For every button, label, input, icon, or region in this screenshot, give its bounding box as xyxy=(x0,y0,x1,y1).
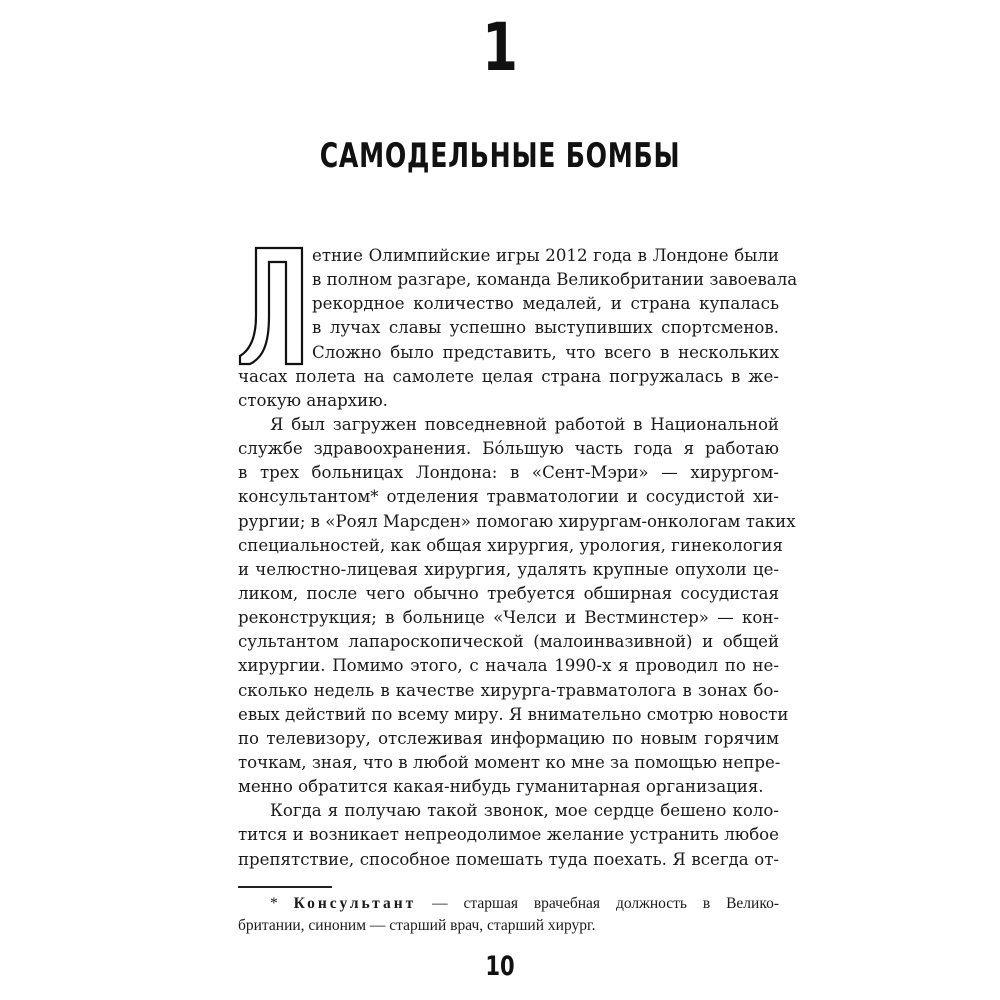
text-line: в трех больницах Лондона: в «Сент-Мэри» — хирургом- xyxy=(238,463,779,483)
text-line: в лучах славы успешно выступивших спортсменов. xyxy=(312,318,779,338)
text-line: сультантом лапароскопической (малоинвазивной) и общей xyxy=(238,632,779,652)
chapter-title: САМОДЕЛЬНЫЕ БОМБЫ xyxy=(319,136,681,176)
footnote-definition: — старшая врачебная должность в Велико- xyxy=(416,895,779,912)
text-line: тится и возникает непреодолимое желание устранить любое xyxy=(238,825,779,845)
footnote-marker: * xyxy=(270,895,294,912)
page-number: 10 xyxy=(485,951,515,982)
text-line: Когда я получаю такой звонок, мое сердце бешено коло- xyxy=(270,801,779,821)
text-line: сколько недель в качестве хирурга-травматолога в зонах бо- xyxy=(238,680,779,700)
chapter-number: 1 xyxy=(482,9,518,86)
text-line: по телевизору, отслеживая информацию по новым горячим xyxy=(238,728,779,748)
footnote xyxy=(238,893,779,937)
text-line: ликом, после чего обычно требуется обширная сосудистая xyxy=(238,583,779,603)
text-line: евых действий по всему миру. Я внимательно смотрю новости xyxy=(238,704,789,724)
text-line: препятствие, способное помешать туда поехать. Я всегда от- xyxy=(238,849,779,869)
text-line: службе здравоохранения. Бóльшую часть года я работаю xyxy=(238,439,779,459)
footnote-term: Консультант xyxy=(293,895,417,912)
text-line: в полном разгаре, команда Великобритании завоевала xyxy=(312,270,798,290)
text-line: и челюстно-лицевая хирургия, удалять крупные опухоли це- xyxy=(238,559,779,579)
text-line: Сложно было представить, что всего в нескольких xyxy=(312,342,779,362)
text-line: консультантом* отделения травматологии и сосудистой хи- xyxy=(238,487,779,507)
text-line: Я был загружен повседневной работой в Национальной xyxy=(270,414,779,434)
footnote-line: британии, синоним — старший врач, старший хирург. xyxy=(238,917,596,934)
text-line: специальностей, как общая хирургия, урология, гинекология xyxy=(238,535,783,555)
footnote-line xyxy=(238,893,779,915)
text-line: менно обратится какая-нибудь гуманитарная организация. xyxy=(238,777,764,797)
text-line: хирургии. Помимо этого, с начала 1990-х я проводил по не- xyxy=(238,656,779,676)
chapter-body-text xyxy=(238,244,798,872)
text-line: стокую анархию. xyxy=(238,390,388,410)
text-line: рекордное количество медалей, и страна купалась xyxy=(312,294,779,314)
text-line: етние Олимпийские игры 2012 года в Лондоне были xyxy=(312,246,779,265)
text-line: точкам, зная, что в любой момент ко мне за помощью непре- xyxy=(238,752,781,772)
text-line: реконструкция; в больнице «Челси и Вестминстер» — кон- xyxy=(238,608,779,628)
footnote-divider xyxy=(238,886,332,888)
text-line: часах полета на самолете целая страна погружалась в же- xyxy=(238,366,779,386)
text-line: рургии; в «Роял Марсден» помогаю хирургам-онкологам таких xyxy=(238,511,796,531)
